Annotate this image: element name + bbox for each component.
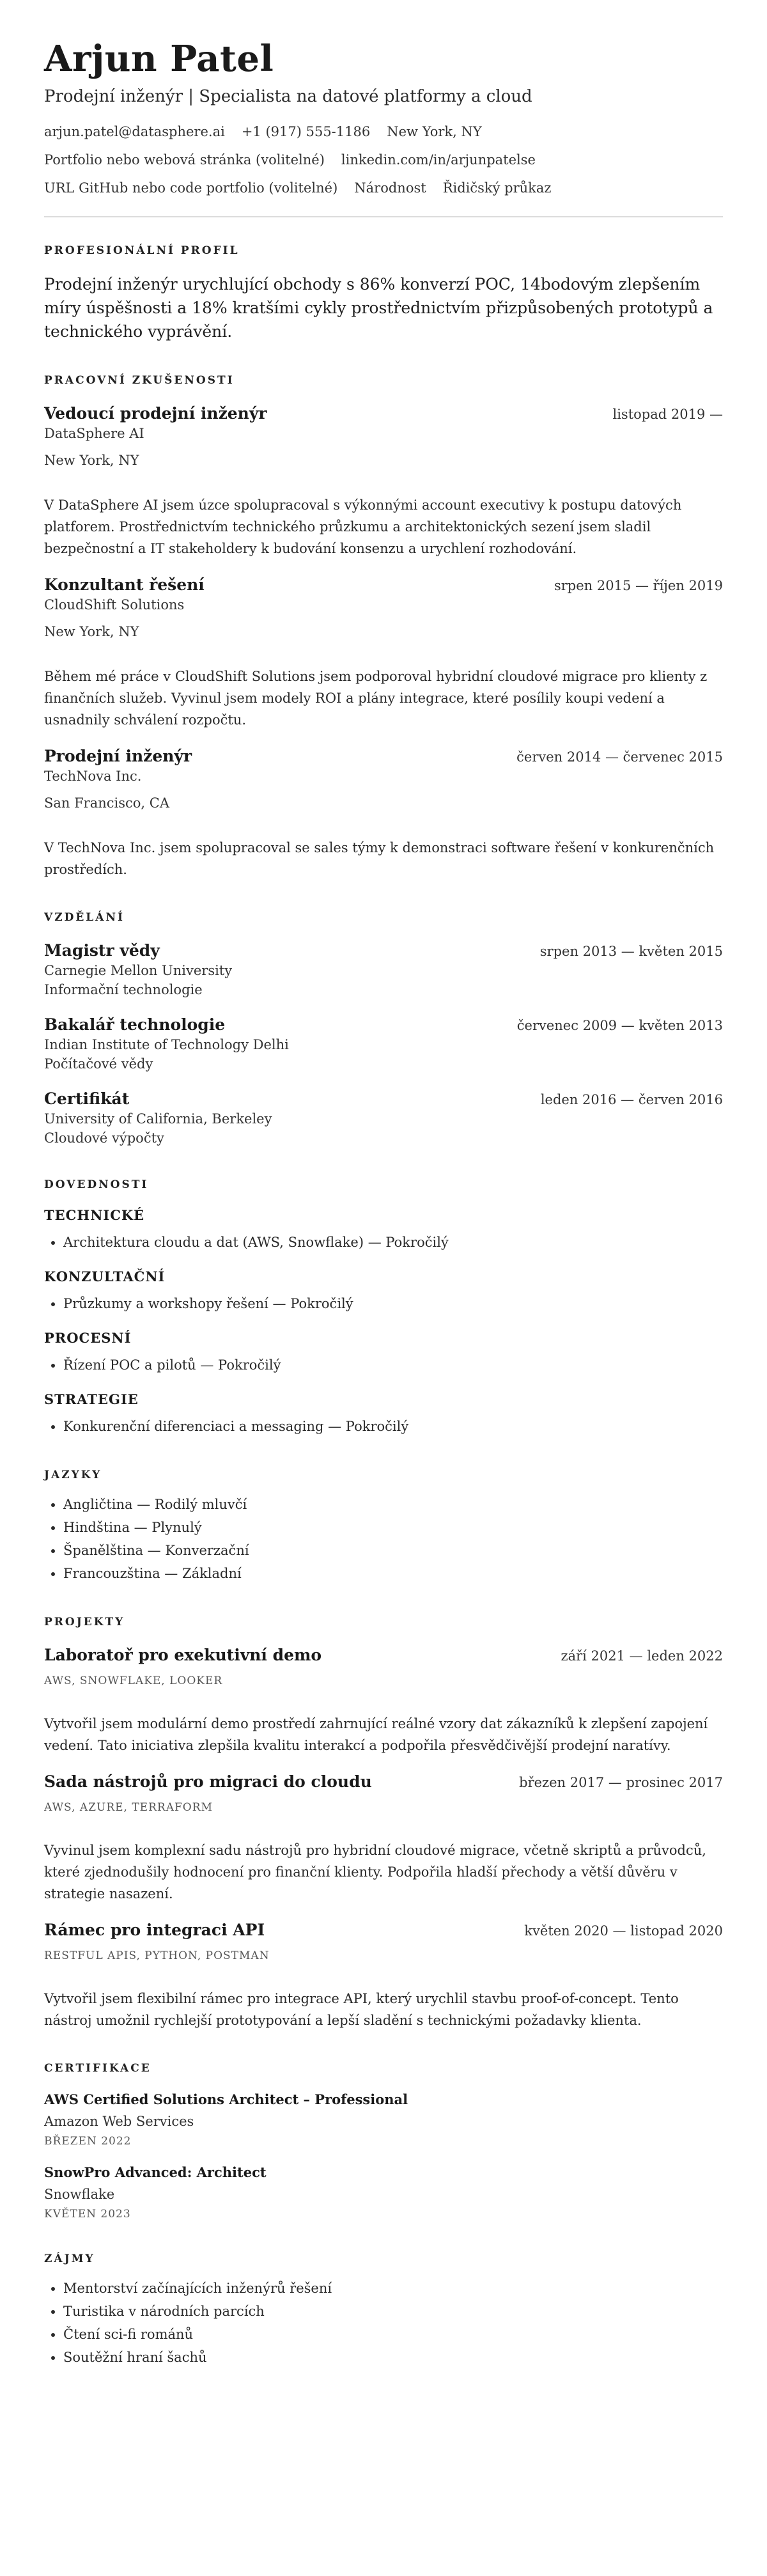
contact-nationality: Národnost <box>354 180 426 196</box>
project-tech: RESTFUL APIS, PYTHON, POSTMAN <box>44 1949 270 1962</box>
resume-title: Prodejní inženýr | Specialista na datové platformy a cloud <box>44 87 532 106</box>
certification-item <box>44 2090 723 2149</box>
project-dates: září 2021 — leden 2022 <box>561 1648 723 1664</box>
contact-github[interactable]: URL GitHub nebo code portfolio (volitelné) <box>44 180 338 196</box>
degree-dates: leden 2016 — červen 2016 <box>540 1092 723 1107</box>
skill-item: • Architektura cloudu a dat (AWS, Snowflake) — Pokročilý <box>63 1231 723 1254</box>
skill-category: TECHNICKÉ <box>44 1207 145 1223</box>
certification-name: SnowPro Advanced: Architect <box>44 2164 267 2180</box>
degree-dates: srpen 2013 — květen 2015 <box>539 944 723 959</box>
project-item <box>44 1772 723 1905</box>
experience-item <box>44 575 723 731</box>
skills-section <box>44 1177 723 1438</box>
skill-category: KONZULTAČNÍ <box>44 1268 166 1284</box>
job-title: Prodejní inženýr <box>44 747 192 765</box>
job-location: New York, NY <box>44 624 139 639</box>
skill-list <box>44 1292 723 1315</box>
degree-school: University of California, Berkeley <box>44 1111 272 1127</box>
section-title-languages: JAZYKY <box>44 1469 102 1481</box>
contact-row-1 <box>44 123 723 141</box>
job-dates: srpen 2015 — říjen 2019 <box>554 578 723 593</box>
skill-list <box>44 1354 723 1377</box>
degree-field: Cloudové výpočty <box>44 1130 164 1146</box>
profile-section <box>44 243 723 343</box>
interest-item: • Čtení sci-fi románů <box>63 2323 723 2346</box>
education-item <box>44 1015 723 1073</box>
profile-summary: Prodejní inženýr urychlující obchody s 86% konverzí POC, 14bodovým zlepšením míry úspěšnosti a 18% kratšími cykly prostřednictvím přizpůsobených prototypů a technického vyprávění. <box>44 275 713 341</box>
contact-portfolio[interactable]: Portfolio nebo webová stránka (volitelné) <box>44 152 325 168</box>
project-title: Sada nástrojů pro migraci do cloudu <box>44 1772 372 1791</box>
interest-item: • Turistika v národních parcích <box>63 2300 723 2323</box>
skill-list <box>44 1231 723 1254</box>
experience-section <box>44 373 723 880</box>
education-item <box>44 941 723 999</box>
certification-issuer: Amazon Web Services <box>44 2114 194 2129</box>
interests-section <box>44 2251 723 2369</box>
section-title-profile: PROFESIONÁLNÍ PROFIL <box>44 244 240 257</box>
job-dates: listopad 2019 — <box>612 407 723 422</box>
project-title: Rámec pro integraci API <box>44 1921 265 1939</box>
language-list <box>44 1493 723 1585</box>
job-company: CloudShift Solutions <box>44 597 185 613</box>
contact-license: Řidičský průkaz <box>442 180 552 196</box>
education-section <box>44 910 723 1148</box>
job-description: Během mé práce v CloudShift Solutions jsem podporoval hybridní cloudové migrace pro klienty z finančních služeb. Vyvinul jsem modely ROI a plány integrace, které posílily koupi vedení a usnadnily schválení rozpočtu. <box>44 669 708 728</box>
interest-list <box>44 2277 723 2369</box>
contact-linkedin[interactable]: linkedin.com/in/arjunpatelse <box>341 152 536 168</box>
degree-school: Carnegie Mellon University <box>44 963 233 978</box>
job-description: V TechNova Inc. jsem spolupracoval se sales týmy k demonstraci software řešení v konkurenčních prostředích. <box>44 840 715 877</box>
languages-section <box>44 1467 723 1585</box>
skill-list <box>44 1415 723 1438</box>
project-description: Vytvořil jsem flexibilní rámec pro integrace API, který urychlil stavbu proof-of-concept. Tento nástroj umožnil rychlejší prototypování a lepší sladění s technickými požadavky klienta. <box>44 1991 679 2028</box>
skill-category: PROCESNÍ <box>44 1330 132 1346</box>
contact-row-3 <box>44 179 723 197</box>
skill-item: • Řízení POC a pilotů — Pokročilý <box>63 1354 723 1377</box>
degree-field: Informační technologie <box>44 982 203 997</box>
header-divider <box>44 216 723 217</box>
degree-field: Počítačové vědy <box>44 1056 153 1072</box>
education-item <box>44 1089 723 1148</box>
degree-title: Magistr vědy <box>44 941 160 960</box>
project-description: Vytvořil jsem modulární demo prostředí zahrnující reálné vzory dat zákazníků k zlepšení zapojení vedení. Tato iniciativa zlepšila kvalitu interakcí a podpořila přesvědčivější prodejní naratívy. <box>44 1716 708 1753</box>
section-title-interests: ZÁJMY <box>44 2252 95 2265</box>
certification-date: KVĚTEN 2023 <box>44 2208 131 2221</box>
projects-section <box>44 1614 723 2031</box>
project-tech: AWS, AZURE, TERRAFORM <box>44 1801 213 1814</box>
contact-row-2 <box>44 151 723 169</box>
job-location: San Francisco, CA <box>44 795 170 811</box>
interest-item: • Soutěžní hraní šachů <box>63 2346 723 2369</box>
section-title-experience: PRACOVNÍ ZKUŠENOSTI <box>44 374 235 387</box>
certification-issuer: Snowflake <box>44 2187 115 2202</box>
certification-date: BŘEZEN 2022 <box>44 2135 132 2148</box>
section-title-education: VZDĚLÁNÍ <box>44 911 125 924</box>
section-title-certifications: CERTIFIKACE <box>44 2062 151 2075</box>
project-dates: květen 2020 — listopad 2020 <box>524 1923 723 1939</box>
language-item: • Angličtina — Rodilý mluvčí <box>63 1493 723 1516</box>
project-tech: AWS, SNOWFLAKE, LOOKER <box>44 1674 223 1687</box>
degree-dates: červenec 2009 — květen 2013 <box>516 1018 723 1033</box>
contact-phone[interactable]: +1 (917) 555-1186 <box>241 124 371 139</box>
resume-name: Arjun Patel <box>44 38 274 80</box>
skill-item: • Průzkumy a workshopy řešení — Pokročilý <box>63 1292 723 1315</box>
job-dates: červen 2014 — červenec 2015 <box>516 749 723 765</box>
degree-title: Bakalář technologie <box>44 1015 226 1034</box>
project-item <box>44 1645 723 1756</box>
contact-email[interactable]: arjun.patel@datasphere.ai <box>44 124 225 139</box>
language-item: • Hindština — Plynulý <box>63 1516 723 1539</box>
experience-item <box>44 403 723 559</box>
certifications-section <box>44 2061 723 2222</box>
certification-name: AWS Certified Solutions Architect – Professional <box>44 2091 408 2107</box>
contact-location: New York, NY <box>387 124 482 139</box>
job-company: DataSphere AI <box>44 426 144 441</box>
project-title: Laboratoř pro exekutivní demo <box>44 1646 322 1664</box>
interest-item: • Mentorství začínajících inženýrů řešení <box>63 2277 723 2300</box>
experience-item <box>44 746 723 880</box>
job-description: V DataSphere AI jsem úzce spolupracoval s výkonnými account executivy k postupu datových platforem. Prostřednictvím technického průzkumu a architektonických sezení jsem sladil bezpečnostní a IT stakeholdery k budování konsenzu a urychlení rozhodování. <box>44 497 682 556</box>
section-title-skills: DOVEDNOSTI <box>44 1178 149 1191</box>
section-title-projects: PROJEKTY <box>44 1616 125 1628</box>
project-item <box>44 1920 723 2031</box>
project-description: Vyvinul jsem komplexní sadu nástrojů pro hybridní cloudové migrace, včetně skriptů a průvodců, které zjednodušily hodnocení pro finanční klienty. Podpořila hladší přechody a větší důvěru v strategie nasazení. <box>44 1843 706 1901</box>
job-title: Konzultant řešení <box>44 575 205 594</box>
degree-school: Indian Institute of Technology Delhi <box>44 1037 289 1052</box>
job-title: Vedoucí prodejní inženýr <box>44 404 267 423</box>
job-company: TechNova Inc. <box>44 769 142 784</box>
project-dates: březen 2017 — prosinec 2017 <box>519 1775 723 1790</box>
certification-item <box>44 2163 723 2222</box>
skill-item: • Konkurenční diferenciaci a messaging — Pokročilý <box>63 1415 723 1438</box>
degree-title: Certifikát <box>44 1089 130 1108</box>
language-item: • Španělština — Konverzační <box>63 1539 723 1562</box>
job-location: New York, NY <box>44 453 139 468</box>
skill-category: STRATEGIE <box>44 1391 139 1407</box>
language-item: • Francouzština — Základní <box>63 1562 723 1585</box>
